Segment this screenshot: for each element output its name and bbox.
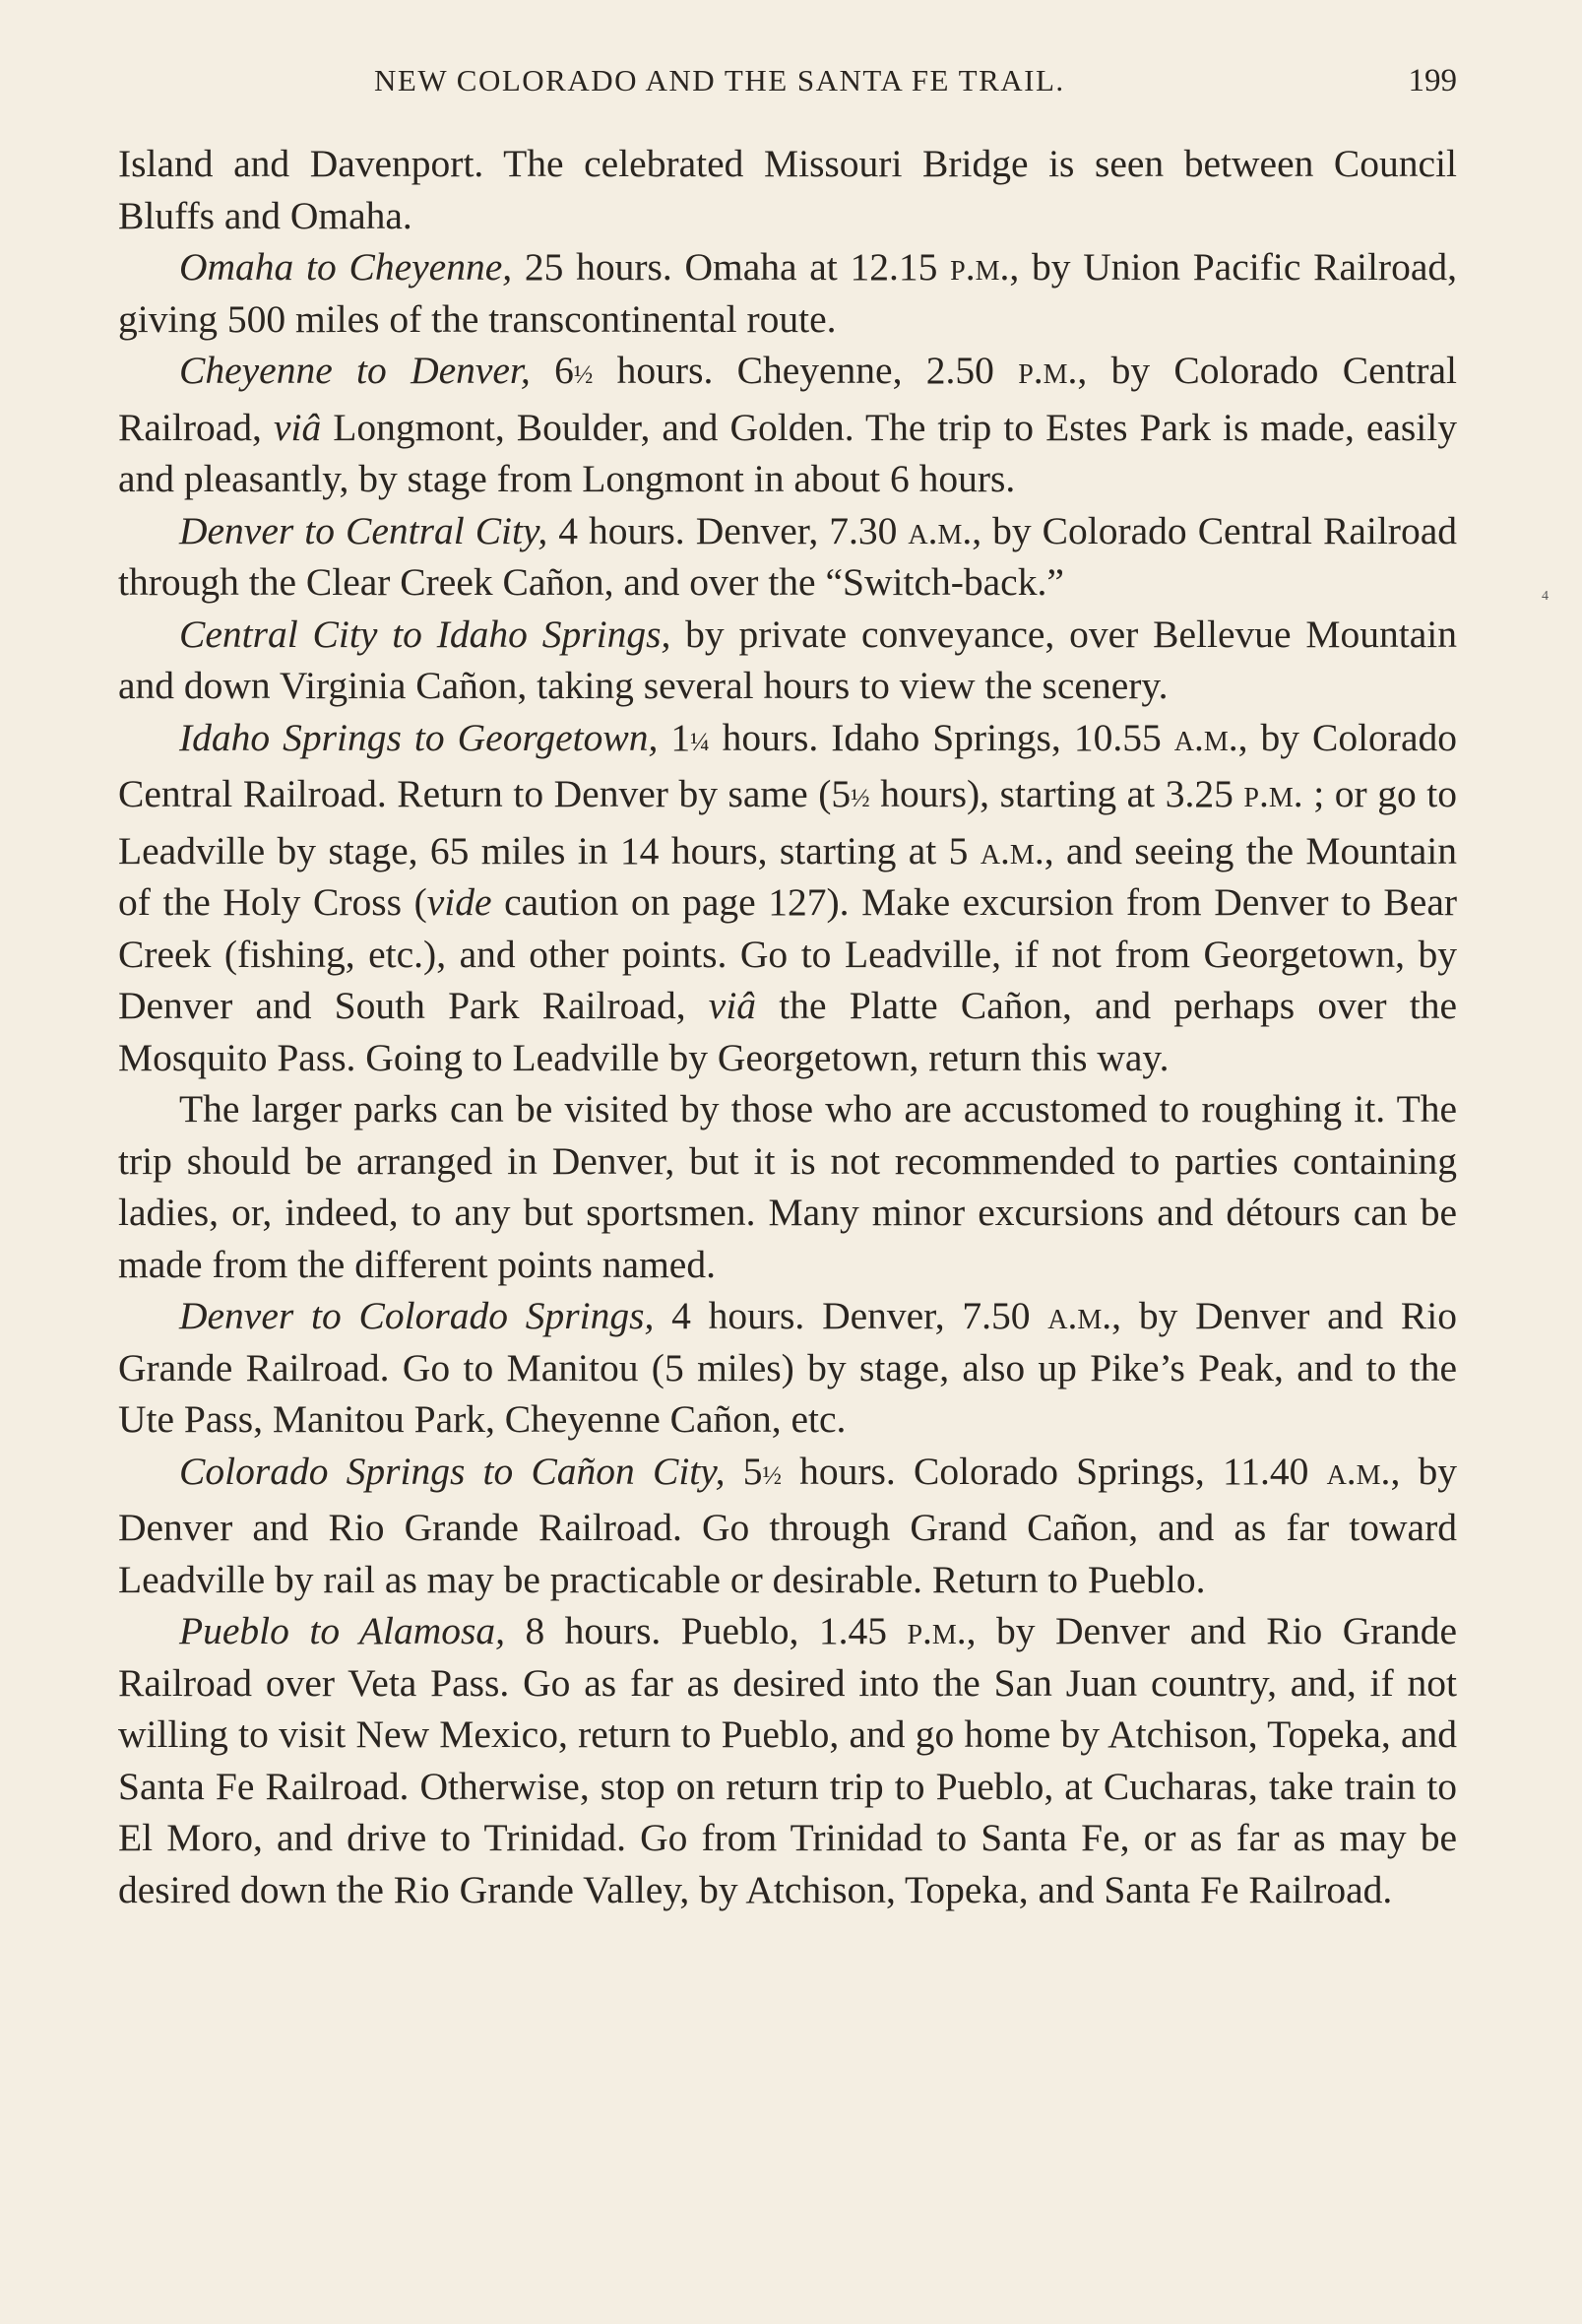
italic-word: viâ xyxy=(708,984,757,1027)
text-run: 25 hours. Omaha at 12.15 xyxy=(512,245,951,289)
route-heading: Colorado Springs to Cañon City, xyxy=(179,1449,726,1493)
text-run: hours), starting at 3.25 xyxy=(869,772,1244,815)
text-run: , by Colorado Central Railroad through the Clear Creek Cañon, and over the “Switch-back.” xyxy=(118,508,1457,604)
text-run: by private conveyance, over Bellevue Mountain and down Virginia Cañon, taking several hours to view the scenery. xyxy=(118,612,1457,707)
paragraph-cheyenne-denver xyxy=(118,345,1457,505)
route-heading: Pueblo to Alamosa, xyxy=(179,1609,505,1652)
paragraph-colorado-springs-canon-city xyxy=(118,1446,1457,1606)
paragraph-denver-central-city xyxy=(118,505,1457,609)
time-suffix: a.m. xyxy=(908,508,973,552)
paragraph-pueblo-alamosa xyxy=(118,1605,1457,1915)
paragraph-denver-colorado-springs xyxy=(118,1290,1457,1446)
paragraph-central-city-idaho-springs xyxy=(118,609,1457,712)
text-run: 4 hours. Denver, 7.30 xyxy=(547,508,909,552)
paragraph-omaha-cheyenne xyxy=(118,241,1457,345)
text-run: caution on page 127). Make excursion from Denver to Bear Creek (fishing, etc.), and other points. Go to Leadville, if not from Georgetown, by Denver and South Park Railroad, xyxy=(118,880,1457,1027)
text-run: , by Union Pacific Railroad, giving 500 miles of the transcontinental route. xyxy=(118,245,1457,341)
time-suffix: a.m. xyxy=(1326,1449,1391,1493)
text-run: 6 xyxy=(530,349,574,392)
time-suffix: p.m. xyxy=(950,245,1010,289)
text-run: 1 xyxy=(658,715,691,759)
fraction: ½ xyxy=(851,784,870,812)
route-heading: Denver to Colorado Springs, xyxy=(179,1294,655,1337)
route-heading: Idaho Springs to Georgetown, xyxy=(179,715,659,759)
fraction: ½ xyxy=(762,1460,782,1490)
text-run: 5 xyxy=(725,1449,763,1493)
time-suffix: p.m. xyxy=(1243,772,1303,815)
page-header xyxy=(118,63,1457,112)
time-suffix: p.m. xyxy=(907,1609,967,1652)
time-suffix: a.m. xyxy=(980,828,1044,872)
text-run: Longmont, Boulder, and Golden. The trip to Estes Park is made, easily and pleasantly, by stage from Longmont in about 6 hours. xyxy=(118,405,1458,500)
fraction: ½ xyxy=(573,360,594,389)
italic-word: viâ xyxy=(273,405,322,449)
text-run: the Platte Cañon, and perhaps over the Mosquito Pass. Going to Leadville by Georgetown, return this way. xyxy=(118,984,1457,1079)
text-run: 8 hours. Pueblo, 1.45 xyxy=(504,1609,908,1652)
text-run: hours. Idaho Springs, 10.55 xyxy=(709,715,1174,759)
text-run: , and seeing the Mountain of the Holy Cross ( xyxy=(118,828,1457,924)
time-suffix: a.m. xyxy=(1047,1294,1112,1337)
route-heading: Denver to Central City, xyxy=(179,508,548,552)
text-run: ; or go to Leadville by stage, 65 miles in 14 hours, starting at 5 xyxy=(118,772,1457,872)
route-heading: Central City to Idaho Springs, xyxy=(179,612,671,656)
text-run: hours. Colorado Springs, 11.40 xyxy=(781,1449,1327,1493)
time-suffix: p.m. xyxy=(1018,349,1078,392)
text-run: , by Colorado Central Railroad. Return to Denver by same (5 xyxy=(118,715,1457,815)
paragraph-idaho-springs-georgetown xyxy=(118,712,1457,1084)
text-run: , by Colorado Central Railroad, xyxy=(118,349,1457,449)
page-number: 199 xyxy=(1408,63,1457,98)
italic-word: vide xyxy=(426,880,492,924)
fraction: ¼ xyxy=(690,727,710,756)
text-run: 4 hours. Denver, 7.50 xyxy=(654,1294,1048,1337)
paragraph-1-text: Island and Davenport. The celebrated Missouri Bridge is seen between Council Bluffs and Omaha. xyxy=(118,142,1457,237)
paragraph-1 xyxy=(118,138,1457,241)
text-run: , by Denver and Rio Grande Railroad. Go to Manitou (5 miles) by stage, also up Pike’s Peak, and to the Ute Pass, Manitou Park, Cheyenne Cañon, etc. xyxy=(118,1294,1457,1441)
route-heading: Omaha to Cheyenne, xyxy=(179,245,513,289)
paragraph-text: The larger parks can be visited by those who are accustomed to roughing it. The trip should be arranged in Denver, but it is not recommended to parties containing ladies, or, indeed, to any but sportsmen. Many minor excursions and détours can be made from the different points named. xyxy=(118,1087,1457,1286)
page-body xyxy=(118,138,1457,1915)
running-head: NEW COLORADO AND THE SANTA FE TRAIL. xyxy=(374,63,1065,97)
time-suffix: a.m. xyxy=(1173,715,1238,759)
margin-mark: 4 xyxy=(1542,589,1549,604)
text-run: hours. Cheyenne, 2.50 xyxy=(593,349,1019,392)
text-run: , by Denver and Rio Grande Railroad. Go through Grand Cañon, and as far toward Leadville by rail as may be practicable or desirable. Return to Pueblo. xyxy=(118,1449,1457,1601)
paragraph-larger-parks xyxy=(118,1083,1457,1290)
text-run: , by Denver and Rio Grande Railroad over Veta Pass. Go as far as desired into the San Juan country, and, if not willing to visit New Mexico, return to Pueblo, and go home by Atchison, Topeka, and Santa Fe Railroad. Otherwise, stop on return trip to Pueblo, at Cucharas, take train to El Moro, and drive to Trinidad. Go from Trinidad to Santa Fe, or as far as may be desired down the Rio Grande Valley, by Atchison, Topeka, and Santa Fe Railroad. xyxy=(118,1609,1457,1911)
route-heading: Cheyenne to Denver, xyxy=(179,349,531,392)
